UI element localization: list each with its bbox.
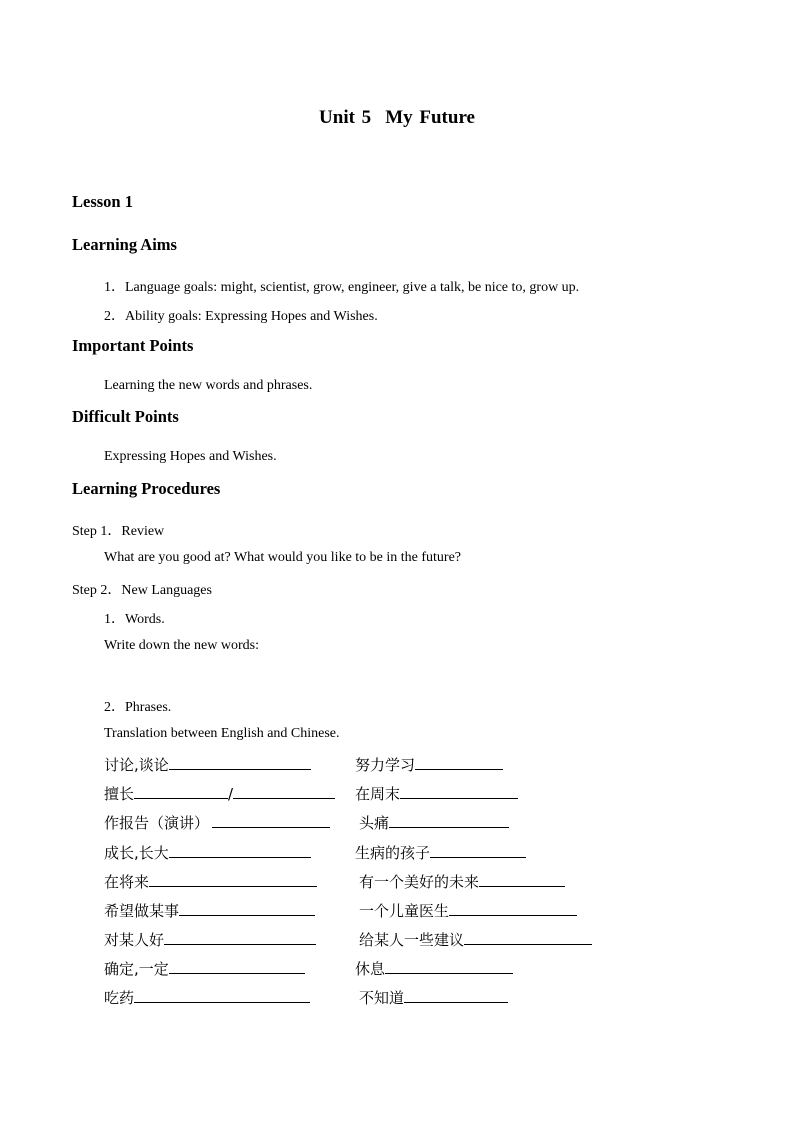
phrases-text: Translation between English and Chinese. — [104, 726, 340, 741]
phrase-row — [104, 783, 335, 805]
phrase-row — [355, 754, 503, 776]
words-text: Write down the new words: — [104, 638, 259, 653]
title-unit: Unit 5 — [319, 107, 372, 128]
answer-blank[interactable] — [415, 755, 503, 770]
phrase-right-cn: 给某人一些建议 — [359, 931, 465, 949]
phrase-right-cn: 在周末 — [355, 785, 401, 803]
answer-blank[interactable] — [149, 872, 317, 887]
phrase-right-cn: 有一个美好的未来 — [359, 873, 480, 891]
phrase-left-cn: 对某人好 — [104, 931, 165, 949]
phrase-row — [104, 842, 311, 864]
difficult-heading: Difficult Points — [72, 407, 179, 426]
phrase-left-cn: 在将来 — [104, 873, 150, 891]
phrase-left-cn: 讨论,谈论 — [104, 756, 169, 774]
answer-blank[interactable] — [179, 901, 315, 916]
phrase-left-cn: 吃药 — [104, 989, 135, 1007]
answer-blank[interactable] — [400, 784, 518, 799]
phrase-row — [359, 900, 577, 922]
phrase-row — [359, 812, 509, 834]
aim-item-ability: 2．Ability goals: Expressing Hopes and Wishes. — [104, 309, 378, 324]
answer-blank[interactable] — [430, 843, 526, 858]
phrase-right-cn: 不知道 — [359, 989, 405, 1007]
answer-blank[interactable] — [389, 813, 509, 828]
step1-text: What are you good at? What would you like to be in the future? — [104, 550, 462, 565]
phrase-left-cn: 希望做某事 — [104, 902, 180, 920]
answer-blank[interactable] — [169, 843, 311, 858]
phrases-label: 2．Phrases. — [104, 700, 172, 715]
answer-blank[interactable] — [212, 813, 330, 828]
words-label: 1．Words. — [104, 612, 165, 627]
step1-label: Step 1．Review — [72, 524, 165, 539]
important-text: Learning the new words and phrases. — [104, 378, 313, 393]
phrase-row — [355, 842, 526, 864]
phrase-right-cn: 头痛 — [359, 814, 390, 832]
phrase-row — [104, 929, 316, 951]
phrase-row — [104, 900, 315, 922]
phrase-right-cn: 休息 — [355, 960, 386, 978]
answer-blank[interactable] — [169, 959, 305, 974]
phrase-row — [104, 871, 317, 893]
answer-blank[interactable] — [134, 988, 310, 1003]
phrase-row — [355, 783, 518, 805]
aims-heading: Learning Aims — [72, 235, 177, 254]
phrase-row — [359, 987, 508, 1009]
phrase-row — [359, 871, 565, 893]
answer-blank[interactable] — [233, 784, 335, 799]
answer-blank[interactable] — [479, 872, 565, 887]
phrase-left-cn: 作报告（演讲） — [104, 814, 210, 832]
phrase-row — [104, 754, 311, 776]
step2-label: Step 2．New Languages — [72, 583, 212, 598]
phrase-row — [104, 958, 305, 980]
phrase-left-cn: 成长,长大 — [104, 844, 169, 862]
phrase-row — [104, 987, 310, 1009]
phrase-right-cn: 生病的孩子 — [355, 844, 431, 862]
title-name: My Future — [385, 107, 475, 128]
lesson-heading: Lesson 1 — [72, 192, 133, 211]
phrase-right-cn: 努力学习 — [355, 756, 416, 774]
answer-blank[interactable] — [464, 930, 592, 945]
phrase-row — [104, 812, 330, 834]
answer-blank[interactable] — [404, 988, 508, 1003]
page-title — [0, 107, 794, 129]
answer-blank[interactable] — [385, 959, 513, 974]
answer-blank[interactable] — [134, 784, 228, 799]
procedures-heading: Learning Procedures — [72, 479, 221, 498]
phrase-row — [359, 929, 592, 951]
phrase-left-cn: 擅长 — [104, 785, 135, 803]
important-heading: Important Points — [72, 336, 194, 355]
answer-blank[interactable] — [169, 755, 311, 770]
difficult-text: Expressing Hopes and Wishes. — [104, 449, 277, 464]
phrase-row — [355, 958, 513, 980]
answer-blank[interactable] — [164, 930, 316, 945]
phrase-left-cn: 确定,一定 — [104, 960, 169, 978]
aim-item-language: 1．Language goals: might, scientist, grow, engineer, give a talk, be nice to, grow up. — [104, 280, 580, 295]
phrase-right-cn: 一个儿童医生 — [359, 902, 450, 920]
phrase-separator: / — [228, 785, 234, 803]
answer-blank[interactable] — [449, 901, 577, 916]
